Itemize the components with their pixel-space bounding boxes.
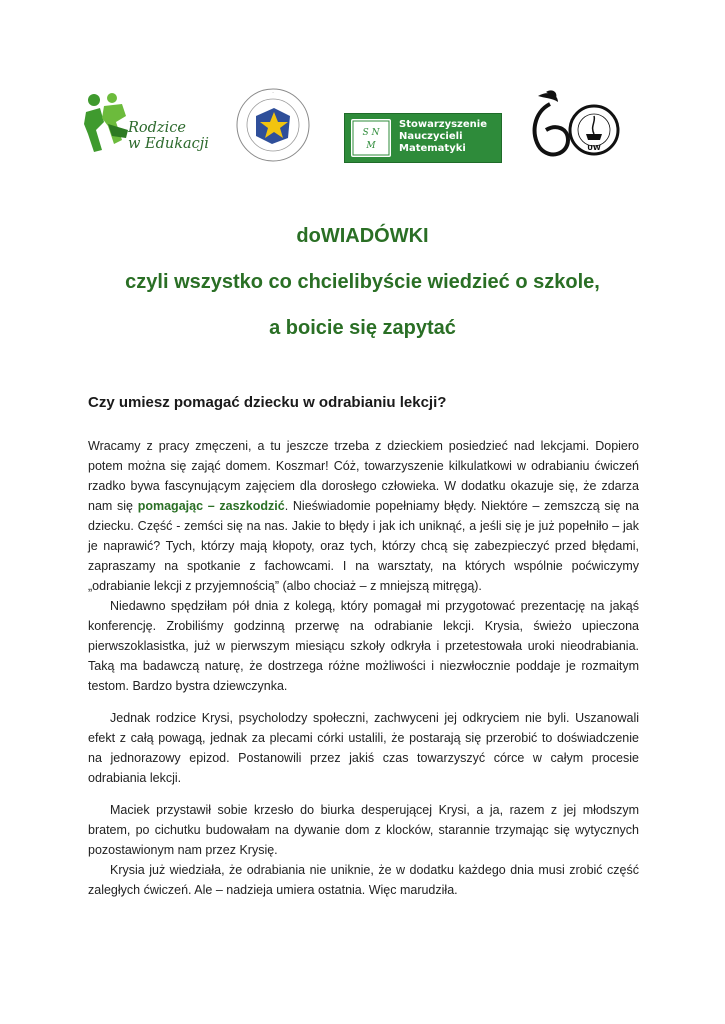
paragraph-1 [88, 436, 639, 596]
snm-line2: Nauczycieli [399, 131, 463, 142]
article-body [88, 436, 639, 900]
svg-text:·: · [272, 90, 274, 96]
svg-text:M: M [366, 141, 376, 151]
title-line2: czyli wszystko co chcielibyście wiedzieć o szkole, [125, 271, 600, 293]
p1-text-after: . Nieświadomie popełniamy błędy. Niektóre – zemszczą się na dziecku. Część - zemści się na nas. Jakie to błędy i jak ich uniknąć, a jeśli się je już popełniło – jak je naprawić? Tych, którzy mają kłopoty, oraz tych, którzy chcą się zabezpieczyć przed błędami, zapraszamy na spotkanie z fachowcami. I na warsztaty, na których wspólnie poćwiczymy „odrabianie lekcji z przyjemnością” (albo chociaż – z mniejszą mitręgą). [88, 499, 639, 593]
snm-line1: Stowarzyszenie [399, 119, 487, 130]
snm-seal-icon [351, 119, 391, 157]
title-line1: doWIADÓWKI [296, 225, 429, 247]
p1-text-before: Wracamy z pracy zmęczeni, a tu jeszcze trzeba z dzieckiem posiedzieć nad lekcjami. Dopiero potem można się zająć domem. Koszmar! Cóż, towarzyszenie kilkulatkowi w odrabianiu ćwiczeń rzadko bywa fascynującym zajęciem dla dorosłego człowieka. W dodatku okazuje się, że zdarza nam się [88, 439, 639, 513]
section-heading: Czy umiesz pomagać dziecku w odrabianiu lekcji? [88, 394, 447, 411]
snm-line3: Matematyki [399, 143, 466, 154]
paragraph-5: Krysia już wiedziała, że odrabiania nie uniknie, że w dodatku każdego dnia musi zrobić część zaległych ćwiczeń. Ale – nadzieja umiera ostatnia. Więc marudziła. [88, 863, 639, 897]
paragraph-2: Niedawno spędziłam pół dnia z kolegą, który pomagał mi przygotować prezentację na jakąś konferencję. Zrobiliśmy godzinną przerwę na odrabianie lekcji. Krysia, świeżo upieczona pierwszoklasistka, już w pierwszym miesiącu szkoły odkryła i przetestowała uroki nieodrabiania. Taką ma badawczą naturę, że dostrzega różne możliwości i niezwłocznie poddaje je rozmaitym testom. Bardzo bystra dziewczynka. [88, 599, 639, 693]
snm-text [399, 119, 487, 155]
logo-strip [0, 86, 725, 176]
children-figures-icon [82, 90, 132, 160]
logo-60-wydzial-pedagogiczny-uw [528, 90, 624, 162]
svg-text:UW: UW [587, 144, 601, 152]
paragraph-3: Jednak rodzice Krysi, psycholodzy społeczni, zachwyceni jej odkryciem nie byli. Uszanowali efekt z całą powagą, jednak za plecami córki ustalili, że postarają się przerobić to doświadczenie na jednorazowy epizod. Postanowili przez jakiś czas towarzyszyć córce w całym procesie odrabiania lekcji. [88, 711, 639, 785]
karmelicka-centrum-seal-icon [234, 86, 312, 164]
svg-text:S N: S N [362, 128, 380, 138]
document-title [0, 222, 725, 342]
logo-karmelicka-centrum [234, 86, 312, 164]
paragraph-4: Maciek przystawił sobie krzesło do biurka desperującej Krysi, a ja, razem z jej młodszym bratem, po cichutku budowałam na dywanie dom z klocków, starannie trzymając się wytycznych pozostawionym nam przez Krysię. [88, 803, 639, 857]
logo-rodzice-w-edukacji [82, 90, 212, 162]
rodzice-line2: w Edukacji [128, 136, 209, 152]
logo-stowarzyszenie-nauczycieli-matematyki [344, 113, 502, 163]
rodzice-wordmark [128, 120, 209, 152]
p1-accent-text: pomagając – zaszkodzić [137, 499, 285, 513]
60-lat-wydzial-pedagogiczny-uw-icon [528, 90, 624, 162]
title-line3: a boicie się zapytać [269, 317, 456, 339]
rodzice-line1: Rodzice [128, 120, 186, 136]
